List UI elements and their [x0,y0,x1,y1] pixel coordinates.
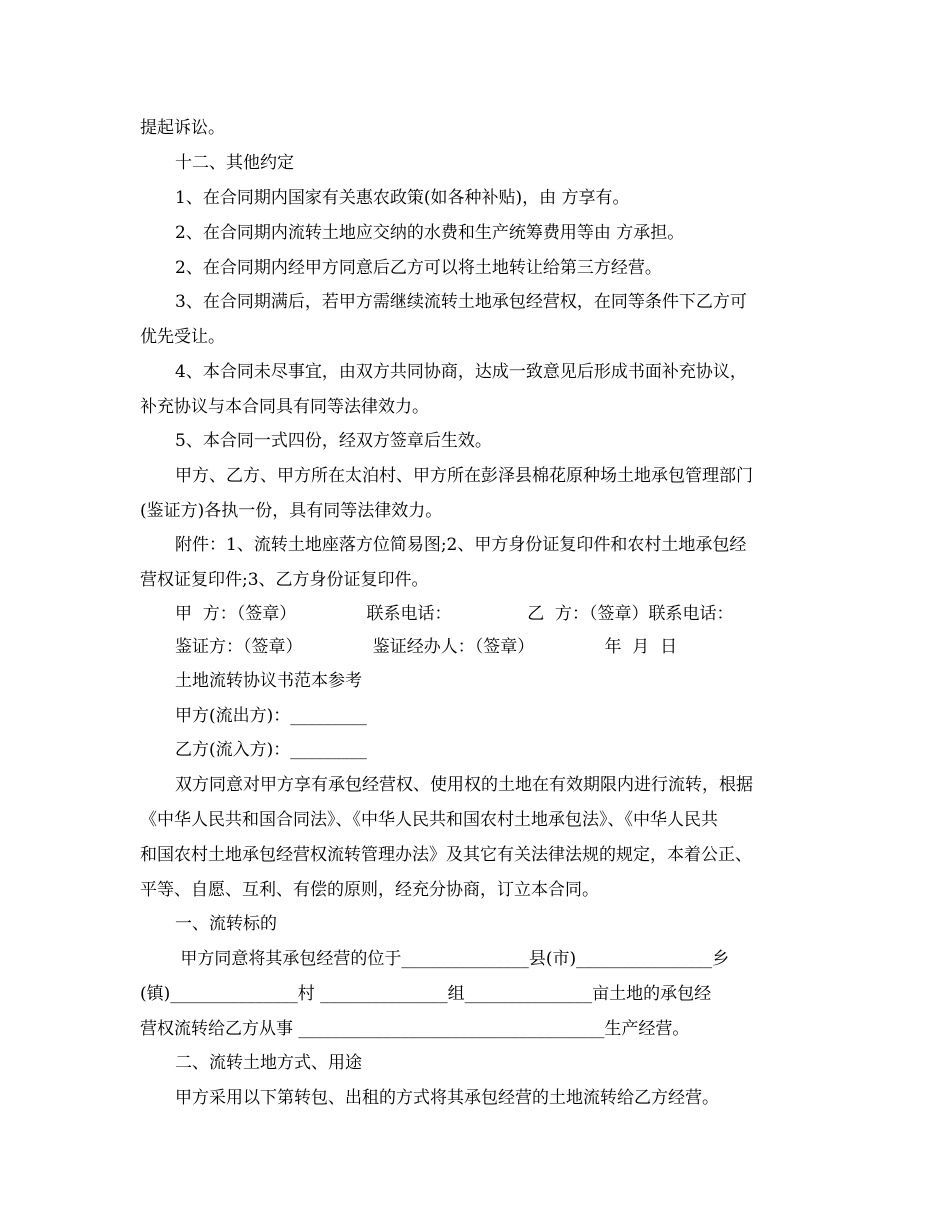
text-line: 2、在合同期内经甲方同意后乙方可以将土地转让给第三方经营。 [175,258,662,278]
text-line: 双方同意对甲方享有承包经营权、使用权的土地在有效期限内进行流转，根据 [175,775,753,795]
text-line: 附件：1、流转土地座落方位简易图;2、甲方身份证复印件和农村土地承包经 [175,535,747,555]
signature-line: 甲 方：（签章） 联系电话： 乙 方：（签章）联系电话： [175,604,734,624]
text-line: 4、本合同未尽事宜，由双方共同协商，达成一致意见后形成书面补充协议， [175,362,747,382]
text-line: 营权证复印件;3、乙方身份证复印件。 [140,570,429,590]
text-line: 甲方、乙方、甲方所在太泊村、甲方所在彭泽县棉花原种场土地承包管理部门 [175,466,753,486]
text-line: 补充协议与本合同具有同等法律效力。 [140,397,429,417]
document-title: 土地流转协议书范本参考 [175,671,362,691]
text-line: 甲方同意将其承包经营的位于_______________县(市)________________乡 [175,949,730,969]
text-line: 《中华人民共和国合同法》、《中华人民共和国农村土地承包法》、《中华人民共 [140,810,718,830]
party-a-line: 甲方(流出方)：_________ [175,706,367,726]
text-line: 甲方采用以下第转包、出租的方式将其承包经营的土地流转给乙方经营。 [175,1088,719,1108]
section-heading: 二、流转土地方式、用途 [175,1053,362,1073]
party-b-line: 乙方(流入方)：_________ [175,740,367,760]
text-line: 2、在合同期内流转土地应交纳的水费和生产统筹费用等由 方承担。 [175,223,685,243]
signature-line: 鉴证方：（签章） 鉴证经办人：（签章） 年 月 日 [175,637,678,657]
text-line: 营权流转给乙方从事 ____________________________________生产经营。 [140,1019,690,1039]
text-line: 和国农村土地承包经营权流转管理办法》及其它有关法律法规的规定，本着公正、 [140,845,752,865]
text-line: 平等、自愿、互利、有偿的原则，经充分协商，订立本合同。 [140,880,599,900]
text-line: (鉴证方)各执一份，具有同等法律效力。 [140,501,443,521]
section-heading: 一、流转标的 [175,914,277,934]
text-line: (镇)_______________村 _______________组_______________亩土地的承包经 [140,984,712,1004]
text-line: 1、在合同期内国家有关惠农政策(如各种补贴)，由 方享有。 [175,188,630,208]
text-line: 5、本合同一式四份，经双方签章后生效。 [175,431,492,451]
text-line: 优先受让。 [140,327,225,347]
text-line: 3、在合同期满后，若甲方需继续流转土地承包经营权，在同等条件下乙方可 [175,292,747,312]
text-line: 提起诉讼。 [140,118,225,138]
section-heading: 十二、其他约定 [175,153,294,173]
